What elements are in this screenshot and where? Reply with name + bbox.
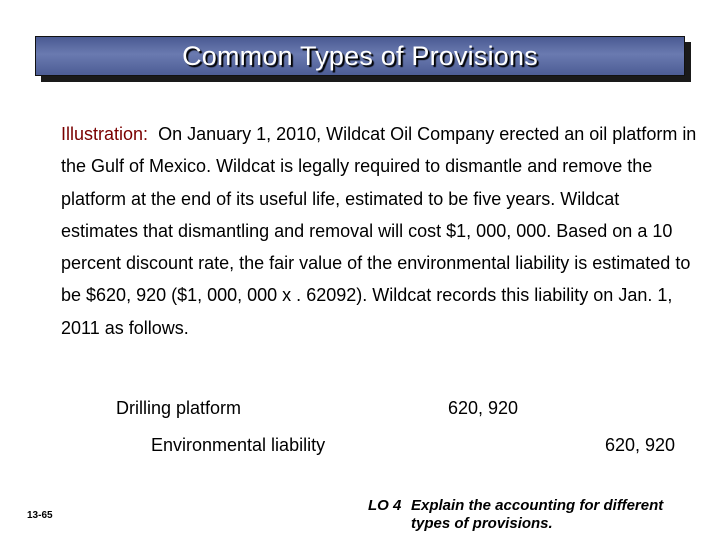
lo-line-1: Explain the accounting for different <box>411 497 664 514</box>
illustration-text: On January 1, 2010, Wildcat Oil Company erected an oil platform in the Gulf of Mexico. Wildcat is legally required to dismantle and remove the platform at the end of its useful life, estimated to be five years. Wildcat estimates that dismantling and removal will cost $1, 000, 000. Based on a 10 percent discount rate, the fair value of the environmental liability is estimated to be $620, 920 ($1, 000, 000 x . 62092). Wildcat records this liability on Jan. 1, 2011 as follows. <box>61 124 697 338</box>
credit-account: Environmental liability <box>151 435 326 455</box>
lo-line-2: types of provisions. <box>411 515 553 532</box>
title-banner <box>35 36 685 76</box>
slide-number: 13-65 <box>27 510 53 521</box>
slide-title: Common Types of Provisions <box>182 40 538 71</box>
debit-amount: 620, 920 <box>448 398 519 418</box>
learning-objective <box>368 497 663 533</box>
illustration-paragraph <box>61 118 701 344</box>
debit-account: Drilling platform <box>116 398 242 418</box>
credit-amount: 620, 920 <box>605 435 676 455</box>
lo-tag: LO 4 <box>368 497 402 514</box>
illustration-label: Illustration: <box>61 124 149 144</box>
